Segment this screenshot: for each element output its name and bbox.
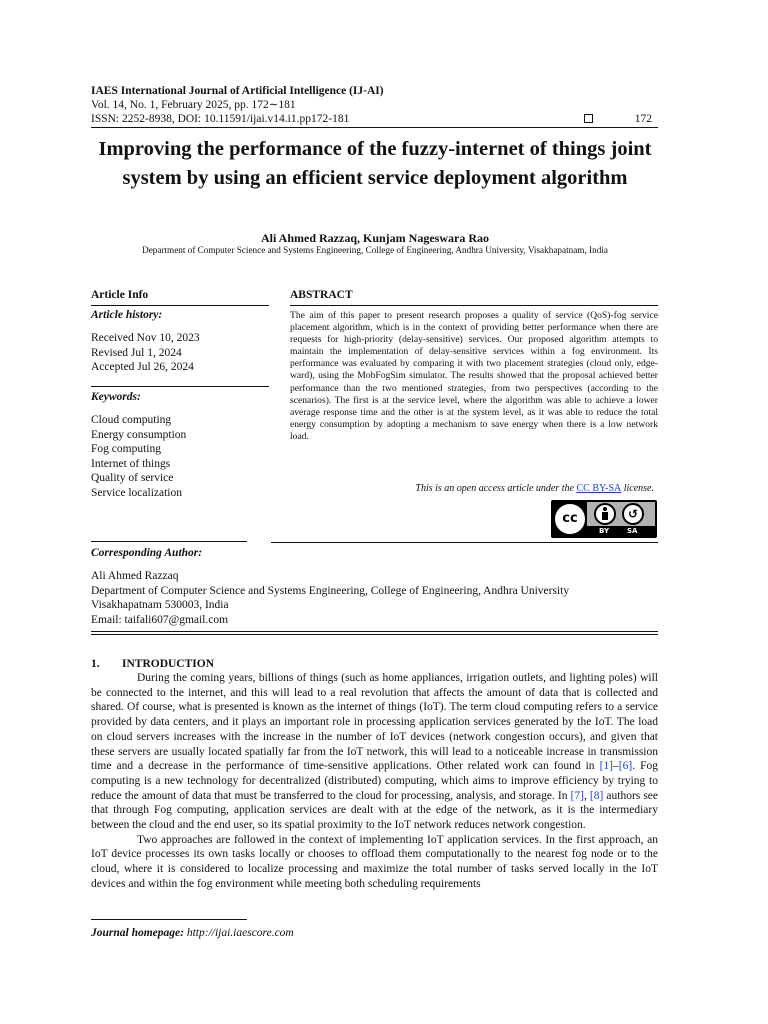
corresponding-department: Department of Computer Science and Systems Engineering, College of Engineering, Andhra University [91,584,570,597]
paragraph-text: . Fog computing is a new technology for decentralized (distributed) computing, which aims to improve efficiency by trying to reduce the amount of data that must be transferred to the cloud for processing, analysis, and storage. In [91,760,658,802]
history-accepted: Accepted Jul 26, 2024 [91,361,194,374]
header-rule [91,127,658,128]
citation-link[interactable]: [7] [570,789,584,802]
keyword: Energy consumption [91,428,187,441]
citation-link[interactable]: [6] [618,760,633,773]
left-column-end-rule [91,541,247,542]
history-rule [91,386,269,387]
open-access-notice [290,483,654,494]
abstract-rule [290,305,658,306]
keyword: Fog computing [91,443,161,456]
introduction-heading [91,658,214,670]
keyword: Cloud computing [91,414,172,426]
license-link[interactable]: CC BY-SA [576,483,622,494]
keywords-heading: Keywords: [91,391,141,403]
paragraph-text: authors see that through Fog computing, application services are dealt with at the edge of the network, as it is the intermediary between the cloud and the end user, so its spatial proximity to the IoT network reduces network congestion. [91,789,659,832]
introduction-body [91,671,658,892]
open-access-suffix: license. [623,483,654,494]
corresponding-email: Email: taifali607@gmail.com [91,613,229,626]
badge-sa-label: SA [627,527,638,535]
paragraph [91,671,658,833]
journal-name: IAES International Journal of Artificial Intelligence (IJ-AI) [91,85,384,97]
history-heading: Article history: [91,309,163,321]
homepage-label: Journal homepage: [91,927,184,939]
share-alike-icon: ↺ [622,503,644,525]
authors: Ali Ahmed Razzaq, Kunjam Nageswara Rao [261,231,489,245]
keyword: Service localization [91,486,183,499]
right-column-end-rule [271,542,658,543]
square-icon [584,114,593,123]
badge-by-label: BY [599,527,610,535]
citation-link[interactable]: [8] [589,789,604,802]
person-icon [594,503,616,525]
page-number: 172 [634,113,652,125]
history-revised: Revised Jul 1, 2024 [91,346,182,359]
history-list [91,331,200,375]
abstract-text: The aim of this paper to present research proposes a quality of service (QoS)-fog service placement algorithm, which is in the context of providing better performance when there are requests for high-priority (delay-sensitive) services. Our proposed algorithm attempts to maintain the implementation of delay-sensitive services within a fog environment. Its performance was evaluated by comparing it with two placement strategies (cloud only, edge-ward), using the MobFogSim simulator. The results showed that the proposal achieved better performance than the two mentioned strategies, from two perspectives (according to the scenarios). The first is at the service level, where the algorithm was able to achieve a lower average response time and the other is at the system level, as it was able to reduce the total energy consumption by adopting a mechanism to save energy when there is a low network load. [290,310,658,442]
paper-title: Improving the performance of the fuzzy-internet of things joint system by using an efficient service deployment algorithm [98,138,652,189]
citation-link[interactable]: [1] [599,760,614,773]
article-info-heading: Article Info [91,289,149,301]
corresponding-name: Ali Ahmed Razzaq [91,570,179,582]
homepage-url[interactable]: http://ijai.iaescore.com [186,927,294,939]
keyword: Internet of things [91,457,171,470]
paragraph-text: During the coming years, billions of things (such as home appliances, irrigation outlets, and lighting poles) will be connected to the internet, and this will lead to a real revolution that affects the amount of data that is collected and shared. Of course, what is presented is known as the internet of things (IoT). The term cloud computing refers to a service provided by data centers, and it plays an important role in processing application services generated by the IoT. The load on cloud servers increases with the increase in the number of IoT devices (network congestion occurs), and given that these servers are usually located spatially far from the IoT network, this will lead to a noticeable increase in transmission time and a decrease in the performance of time-sensitive applications. Other related work can found in [91,672,658,773]
journal-homepage [91,927,294,939]
corresponding-location: Visakhapatnam 530003, India [91,599,229,612]
section-number: 1. [91,658,100,670]
section-rule-bottom [91,634,658,635]
cc-by-sa-badge[interactable] [551,500,657,538]
affiliation: Department of Computer Science and Systems Engineering, College of Engineering, Andhra University, Visakhapatnam, India [142,245,608,255]
cc-icon: cc [553,502,587,536]
corresponding-heading: Corresponding Author: [91,547,203,559]
history-received: Received Nov 10, 2023 [91,332,200,344]
volume-info: Vol. 14, No. 1, February 2025, pp. 172∼181 [91,99,296,111]
issn-doi: ISSN: 2252-8938, DOI: 10.11591/ijai.v14.i1.pp172-181 [91,113,350,125]
keyword: Quality of service [91,472,174,485]
section-rule-top [91,631,658,632]
article-info-rule [91,305,269,306]
badge-label-strip [589,526,655,536]
keywords-list [91,413,186,501]
open-access-prefix: This is an open access article under the [415,483,574,494]
citation-separator: , [583,789,590,802]
section-title: INTRODUCTION [122,658,215,670]
paragraph: Two approaches are followed in the context of implementing IoT application services. In the first approach, an IoT device processes its own tasks locally or chooses to offload them computationally to the nearest fog node or to the cloud, where it is considered to localize processing and maximize the total number of tasks served locally in the IoT devices and within the fog environment while meeting both scheduling requirements [91,833,658,890]
citation-dash: – [613,760,619,773]
corresponding-details [91,569,569,627]
abstract-heading: ABSTRACT [290,289,353,301]
footer-rule [91,919,247,920]
